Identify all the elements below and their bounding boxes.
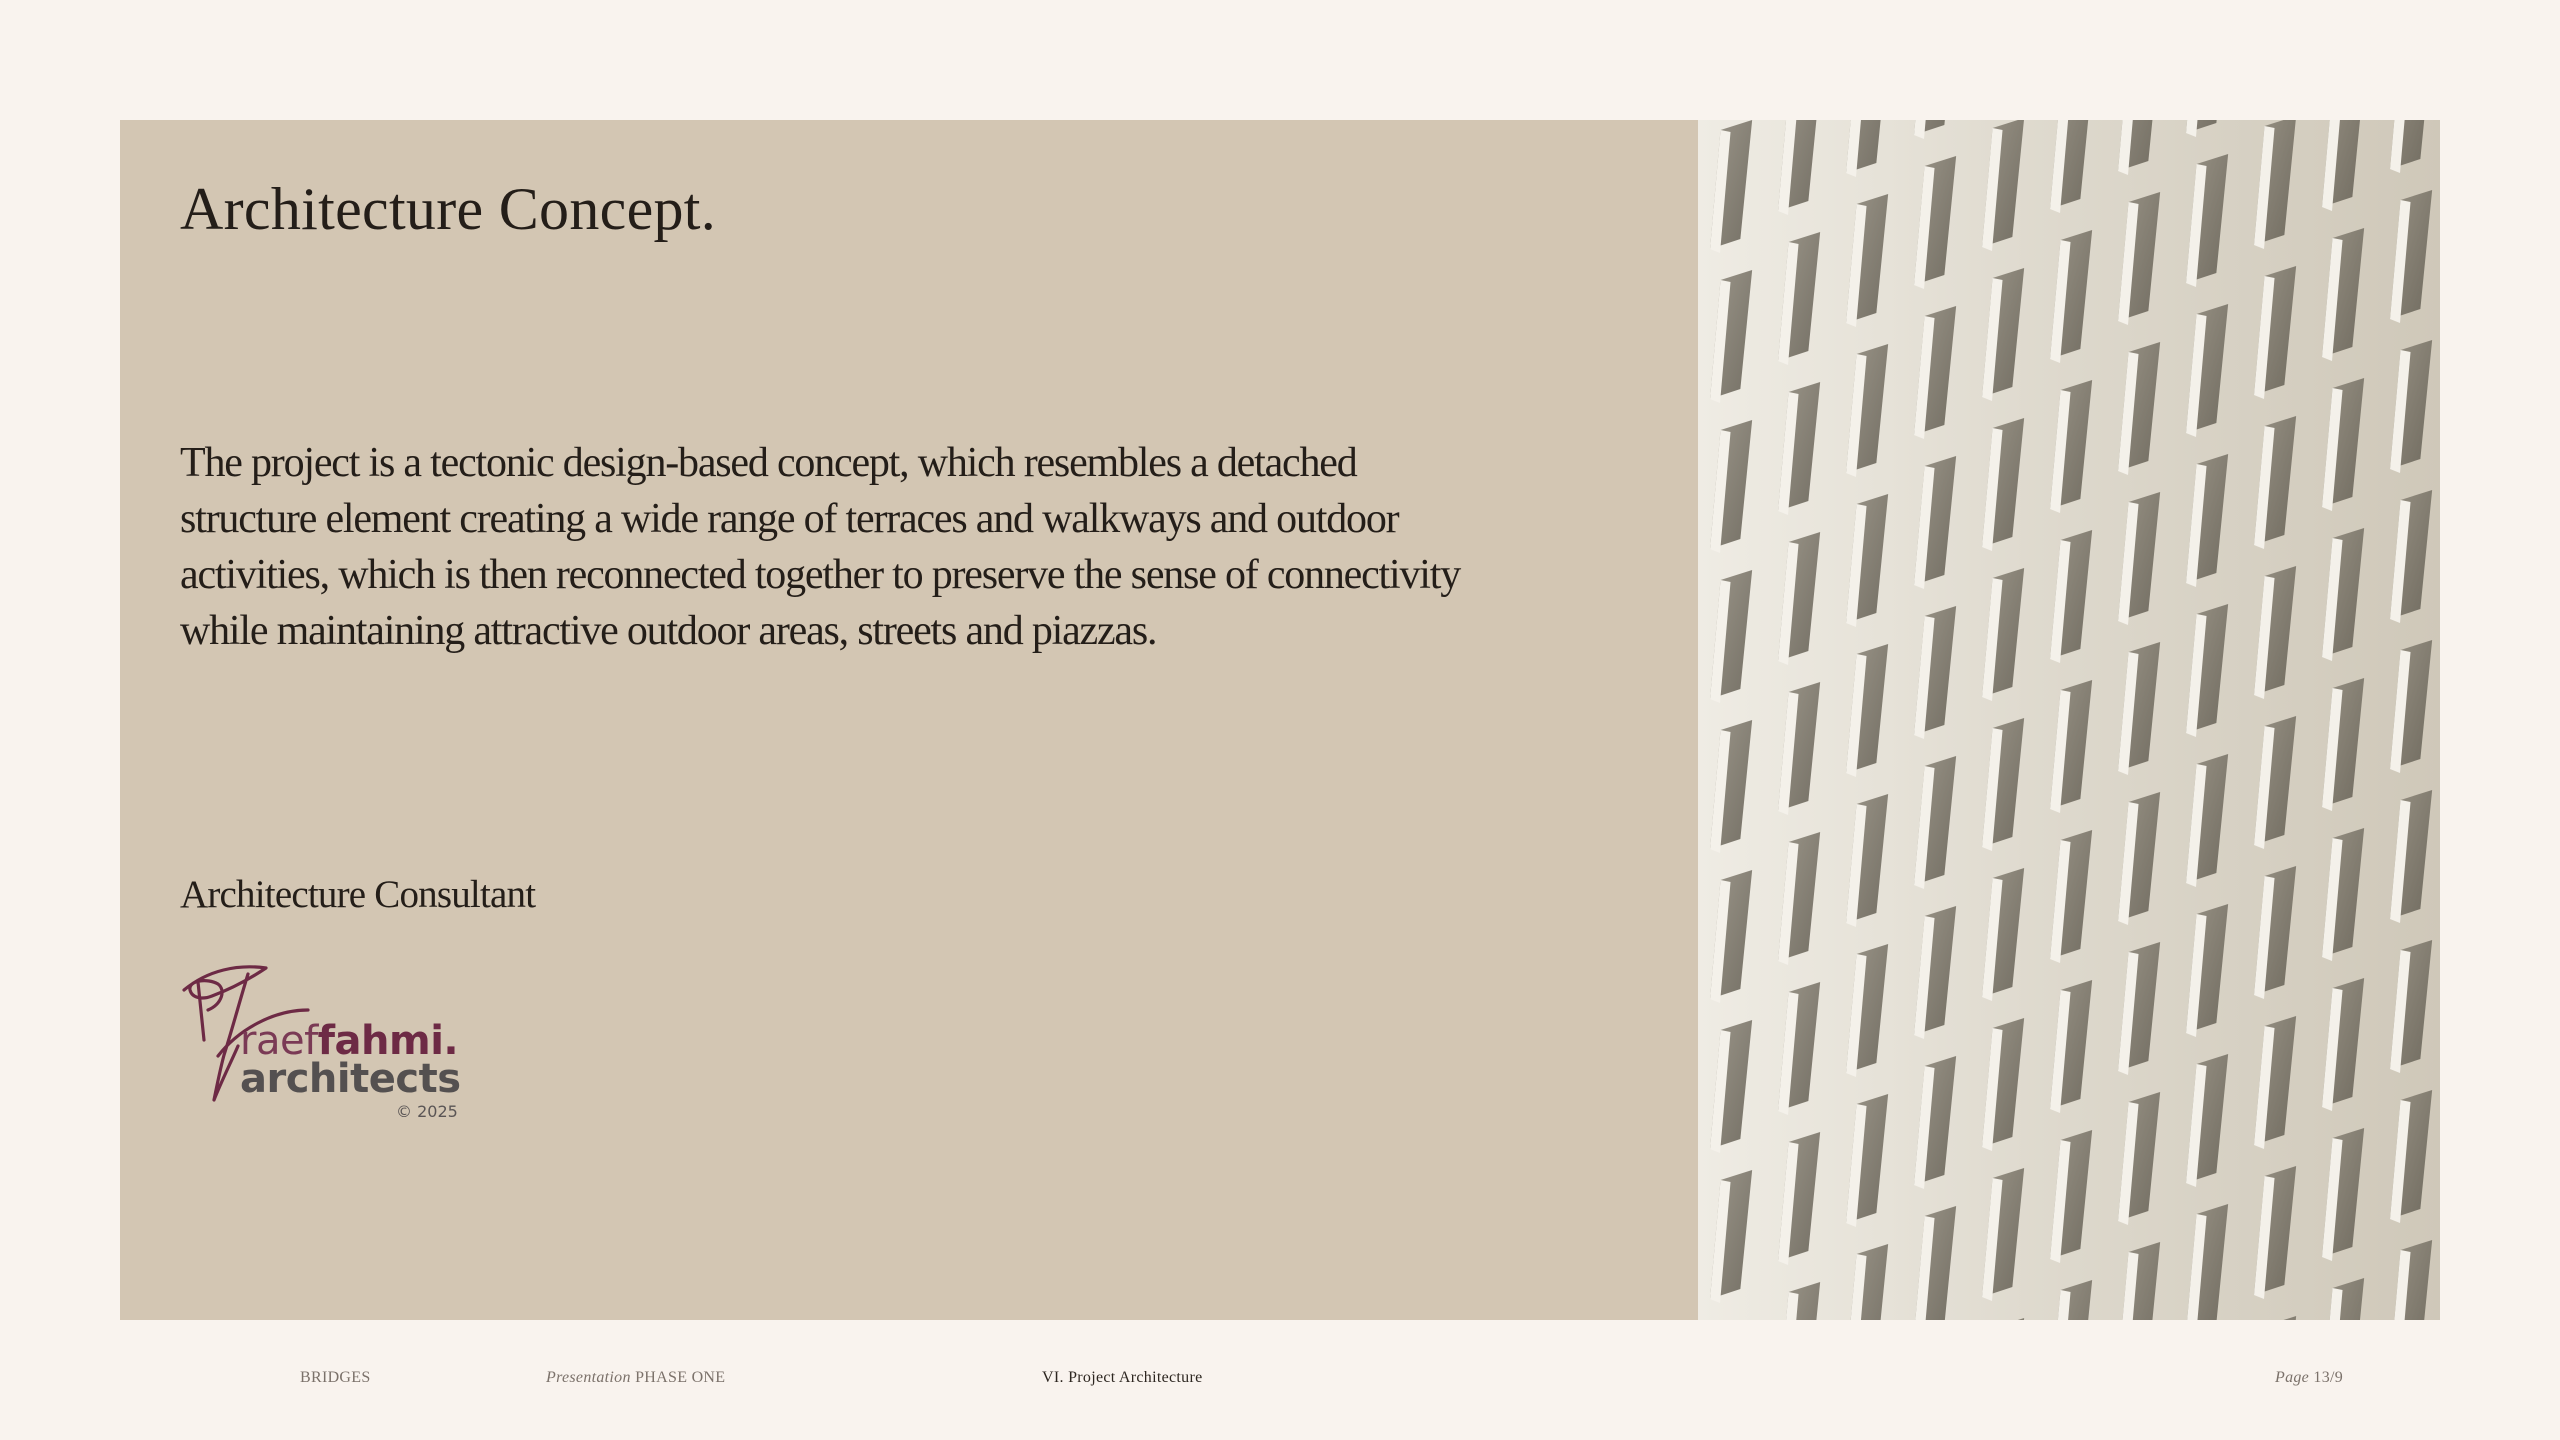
- footer-presentation: [546, 1369, 725, 1387]
- footer-presentation-italic: Presentation: [546, 1369, 631, 1386]
- footer-page: [2275, 1369, 2343, 1387]
- content-panel: [120, 120, 1698, 1320]
- footer-brand: BRIDGES: [300, 1369, 371, 1386]
- consultant-label: Architecture Consultant: [180, 873, 536, 916]
- slide-title: Architecture Concept.: [180, 176, 717, 242]
- footer-page-number: 13/9: [2313, 1369, 2344, 1386]
- footer-phase: PHASE ONE: [635, 1369, 726, 1386]
- facade-photo: [1698, 120, 2440, 1320]
- logo-name-light: raef: [240, 1018, 318, 1064]
- logo-name-bold: fahmi.: [317, 1018, 459, 1064]
- logo-year: © 2025: [396, 1102, 458, 1121]
- firm-logo: [178, 960, 478, 1125]
- facade-pattern-image: [1698, 120, 2440, 1320]
- footer-page-italic: Page: [2275, 1369, 2310, 1386]
- footer-section: VI. Project Architecture: [1042, 1369, 1203, 1386]
- logo-wordmark: [240, 1018, 461, 1102]
- slide-body-text: The project is a tectonic design-based concept, which resembles a detached structure element creating a wide range of terraces and walkways and outdoor activities, which is then reconnected together to preserve the sense of connectivity while maintaining attractive outdoor areas, streets and piazzas.: [180, 440, 1461, 654]
- logo-architects: architects: [240, 1056, 461, 1102]
